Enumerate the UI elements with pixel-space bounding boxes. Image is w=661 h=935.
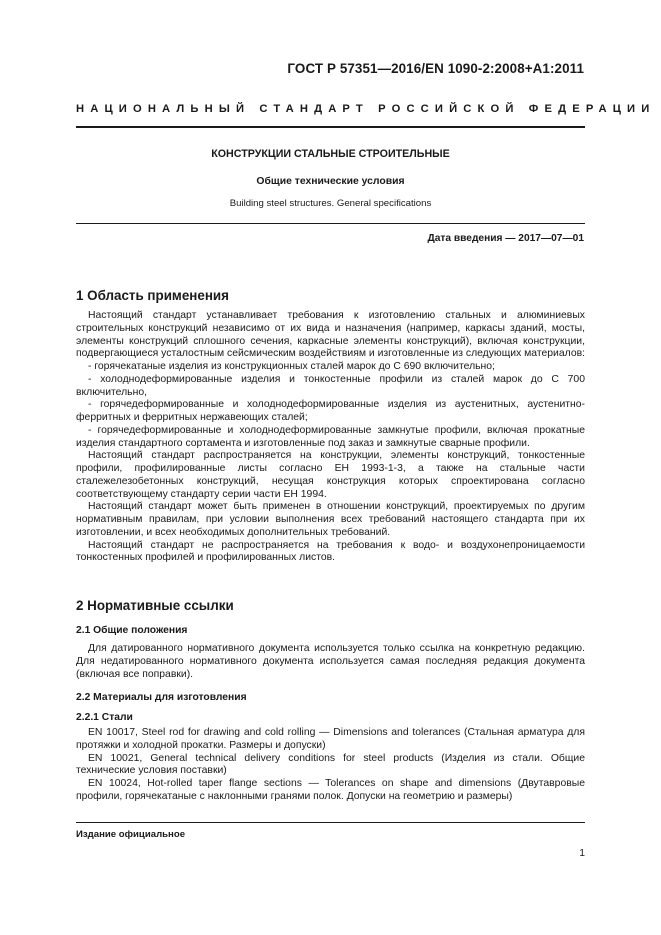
- top-rule: [76, 126, 585, 128]
- footer-rule: [76, 822, 585, 823]
- reference-item: EN 10017, Steel rod for drawing and cold rolling — Dimensions and tolerances (Стальная арматура для протяжки и холодной прокатки. Размеры и допуски): [76, 727, 585, 751]
- page-number: 1: [579, 848, 585, 859]
- national-standard-banner: НАЦИОНАЛЬНЫЙ СТАНДАРТ РОССИЙСКОЙ ФЕДЕРАЦИИ: [76, 103, 656, 115]
- list-item: - горячедеформированные и холоднодеформированные замкнутые профили, включая прокатные изделия стандартного сортамента и изготовленные под заказ и замкнутые сварные профили.: [76, 424, 585, 449]
- list-item: - горячедеформированные и холоднодеформированные изделия из аустенитных, аустенитно-ферритных и ферритных нержавеющих сталей;: [76, 399, 585, 423]
- paragraph: Настоящий стандарт может быть применен в отношении конструкций, проектируемых по другим нормативным правилам, при условии выполнения всех требований настоящего стандарта при их изготовлении, и всех необходимых дополнительных требований.: [76, 501, 585, 538]
- subsection-2-2-heading: 2.2 Материалы для изготовления: [76, 692, 247, 703]
- document-subtitle: Общие технические условия: [256, 176, 405, 187]
- reference-item: EN 10021, General technical delivery conditions for steel products (Изделия из стали. Общие технические условия поставки): [76, 752, 585, 777]
- section-1-body: [76, 310, 585, 565]
- document-title: КОНСТРУКЦИИ СТАЛЬНЫЕ СТРОИТЕЛЬНЫЕ: [211, 148, 450, 160]
- official-edition-label: Издание официальное: [76, 829, 186, 840]
- paragraph: Настоящий стандарт распространяется на конструкции, элементы конструкций, тонкостенные профили, профилированные листы согласно ЕН 1993-1-3, а также на стальные части сталежелезобетонных конструкций, несущая конструкция которых спроектирована согласно соответствующему стандарту серии части ЕН 1994.: [76, 450, 585, 500]
- paragraph: Настоящий стандарт устанавливает требования к изготовлению стальных и алюминиевых строительных конструкций независимо от их вида и назначения (например, каркасы зданий, мосты, элементы конструкций сплошного сечения, каркасные элементы конструкций), включая конструкции, подвергающиеся усталостным сейсмическим воздействиям и изготовленные из следующих материалов:: [76, 310, 586, 360]
- subsection-2-1-body: [76, 643, 585, 681]
- list-item: - горячекатаные изделия из конструкционных сталей марок до С 690 включительно;: [88, 361, 495, 372]
- reference-item: EN 10024, Hot-rolled taper flange sections — Tolerances on shape and dimensions (Двутавровые профили, горячекатаные с наклонными гранями полок. Допуски на геометрию и размеры): [76, 778, 585, 802]
- paragraph: Для датированного нормативного документа используется только ссылка на конкретную редакцию. Для недатированного нормативного документа используется самая последняя редакция документа (включая все поправки).: [76, 643, 585, 680]
- section-2-heading: 2 Нормативные ссылки: [76, 598, 234, 613]
- effective-date: Дата введения — 2017—07—01: [427, 233, 584, 244]
- subsection-2-1-heading: 2.1 Общие положения: [76, 625, 188, 636]
- document-title-english: Building steel structures. General specifications: [229, 198, 432, 209]
- title-rule: [76, 223, 585, 224]
- section-1-heading: 1 Область применения: [76, 288, 229, 303]
- standard-code: ГОСТ Р 57351—2016/EN 1090-2:2008+A1:2011: [287, 61, 584, 76]
- paragraph: Настоящий стандарт не распространяется на требования к водо- и воздухонепроницаемости тонкостенных профилей и профилированных листов.: [76, 539, 585, 564]
- list-item: - холоднодеформированные изделия и тонкостенные профили из сталей марок до С 700 включительно,: [76, 373, 585, 398]
- subsection-2-2-1-body: [76, 727, 585, 804]
- subsection-2-2-1-heading: 2.2.1 Стали: [76, 712, 133, 723]
